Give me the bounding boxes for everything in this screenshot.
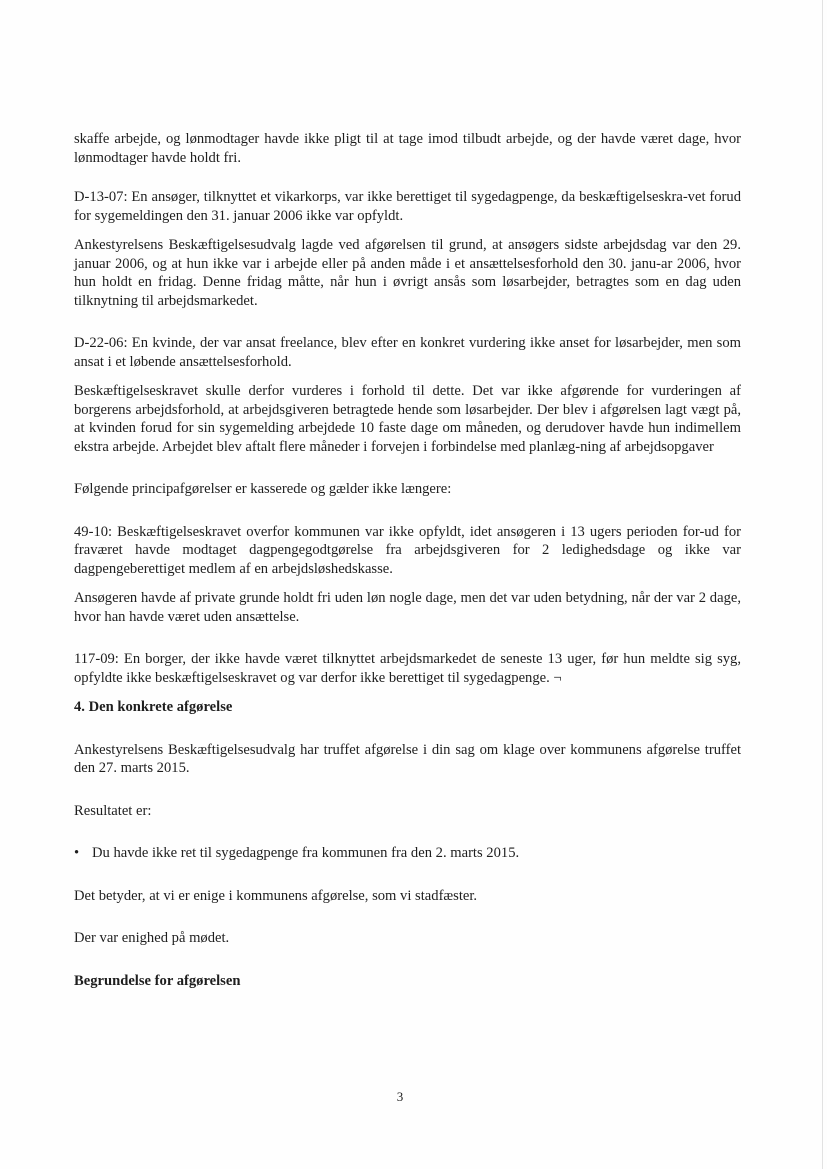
- result-label: Resultatet er:: [74, 802, 152, 819]
- paragraph-discarded-intro: Følgende principafgørelser er kasserede og gælder ikke længere:: [74, 481, 452, 497]
- document-body: [74, 130, 741, 990]
- paragraph-d-13-07-reasoning: Ankestyrelsens Beskæftigelsesudvalg lagde ved afgørelsen til grund, at ansøgers sidste arbejdsdag var den 29. januar 2006, og at hun ikke var i arbejde eller på anden måde i et ansættelsesforhold den 30. janu-ar 2006, hvor hun holdt en fridag. Denne fridag måtte, når hun i øvrigt ansås som løsarbejder, betragtes som en dag uden tilknytning til arbejdsmarkedet.: [74, 237, 741, 309]
- paragraph-117-09: 117-09: En borger, der ikke havde været tilknyttet arbejdsmarkedet de seneste 13 uger, før hun meldte sig syg, opfyldte ikke beskæftigelseskravet og var derfor ikke berettiget til sygedagpenge. ¬: [74, 651, 741, 686]
- paragraph-49-10: 49-10: Beskæftigelseskravet overfor kommunen var ikke opfyldt, idet ansøgeren i 13 ugers perioden for-ud for fraværet havde modtaget dagpengegodtgørelse fra arbejdsgiveren for 2 ledighedsdage og ikke var dagpengeberettiget medlem af en arbejdsløshedskasse.: [74, 523, 741, 577]
- decision-paragraph: Ankestyrelsens Beskæftigelsesudvalg har truffet afgørelse i din sag om klage over kommunens afgørelse truffet den 27. marts 2015.: [74, 741, 741, 776]
- result-bullet-item: [74, 844, 741, 863]
- bullet-icon: •: [74, 845, 80, 861]
- paragraph-d-22-06-reasoning: Beskæftigelseskravet skulle derfor vurderes i forhold til dette. Det var ikke afgørende for vurderingen af borgerens arbejdsforhold, at arbejdsgiveren betragtede hende som løsarbejder. Der blev i afgørelsen lagt vægt på, at kvinden forud for sin sygemelding arbejdede 10 faste dage om måneden, og derudover havde hun indimellem ekstra arbejde. Arbejdet blev aftalt flere måneder i forvejen i forbindelse med planlæg-ning af arbejdsopgaver: [74, 383, 741, 455]
- paragraph-d-13-07: D-13-07: En ansøger, tilknyttet et vikarkorps, var ikke berettiget til sygedagpenge, da beskæftigelseskra-vet forud for sygemeldingen den 31. januar 2006 ikke var opfyldt.: [74, 189, 741, 224]
- result-bullet-text: Du havde ikke ret til sygedagpenge fra kommunen fra den 2. marts 2015.: [92, 845, 520, 861]
- section-heading: 4. Den konkrete afgørelse: [74, 699, 233, 715]
- paragraph-continuation: skaffe arbejde, og lønmodtager havde ikke pligt til at tage imod tilbudt arbejde, og der havde været dage, hvor lønmodtager havde holdt fri.: [74, 131, 741, 166]
- page-number: 3: [396, 1089, 404, 1104]
- agreement-paragraph: Der var enighed på mødet.: [74, 930, 230, 946]
- paragraph-49-10-reasoning: Ansøgeren havde af private grunde holdt fri uden løn nogle dage, men det var uden betydning, når der var 2 dage, hvor han havde været uden ansættelse.: [74, 590, 741, 625]
- meaning-paragraph: Det betyder, at vi er enige i kommunens afgørelse, som vi stadfæster.: [74, 887, 478, 904]
- paragraph-d-22-06: D-22-06: En kvinde, der var ansat freelance, blev efter en konkret vurdering ikke anset for løsarbejder, men som ansat i et løbende ansættelsesforhold.: [74, 335, 741, 370]
- page-edge-line: [822, 0, 823, 1169]
- reasoning-heading: Begrundelse for afgørelsen: [74, 972, 241, 989]
